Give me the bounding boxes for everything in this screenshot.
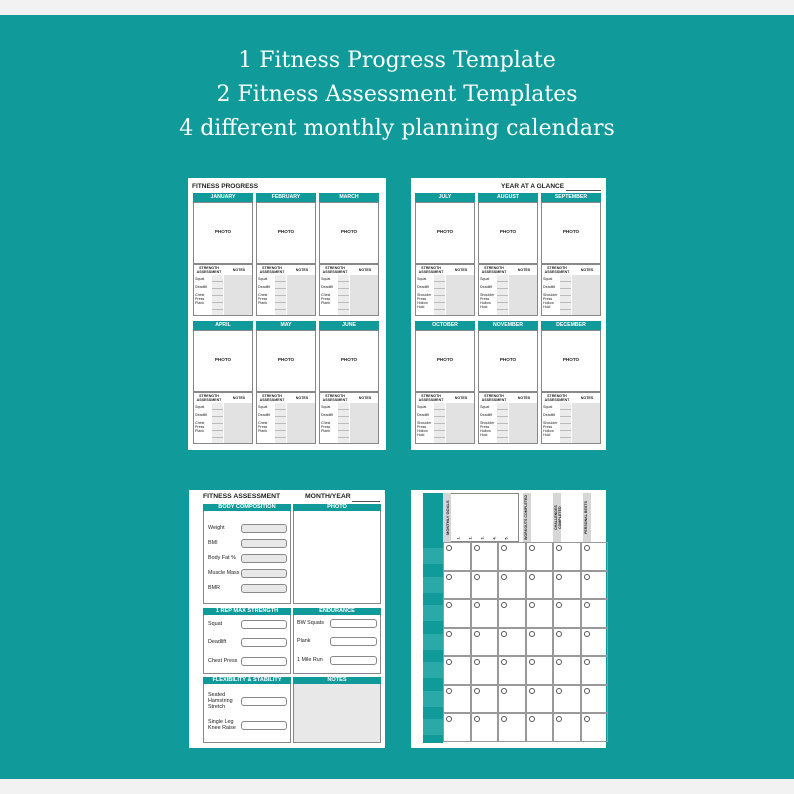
day-circle[interactable] [501,688,507,694]
notes-label: NOTES [580,396,594,400]
score-row-line [560,423,571,424]
headline-line-2: 2 Fitness Assessment Templates [216,82,578,107]
exercise-label: Plank [258,301,267,305]
exercise-label: Squat [543,277,553,281]
bmr-label: BMR [208,585,220,591]
month-header-october: OCTOBER [415,321,475,330]
score-row-line [338,430,349,431]
strength-assessment-label: STRENGTH ASSESSMENT [544,266,570,274]
score-row-line [434,302,445,303]
score-row-line [560,288,571,289]
exercise-label: Chest Press [195,421,205,429]
score-row-line [497,281,508,282]
strength-assessment-label: STRENGTH ASSESSMENT [481,394,507,402]
day-label-block [423,634,443,650]
day-circle[interactable] [474,716,480,722]
score-row-line [338,281,349,282]
exercise-label: Shoulder Press [543,293,558,301]
score-row-line [212,430,223,431]
score-row-line [434,416,445,417]
exercise-label: Deadlift [195,285,208,289]
exercise-label: Deadlift [417,285,430,289]
day-circle[interactable] [501,659,507,665]
knee-raise-label: Single Leg Knee Raise [208,719,236,731]
notes-label: NOTES [517,396,531,400]
exercise-label: Hollow Hold [543,429,554,437]
year-at-a-glance-page [411,178,606,450]
notes-area[interactable] [350,275,378,315]
day-circle[interactable] [474,545,480,551]
bmi-field[interactable] [241,539,287,548]
day-circle[interactable] [556,659,562,665]
score-row-line [212,437,223,438]
score-row-line [275,437,286,438]
photo-label: PHOTO [214,357,232,362]
exercise-label: Deadlift [321,285,334,289]
month-header-august: AUGUST [478,193,538,202]
day-circle[interactable] [556,716,562,722]
score-row-line [338,288,349,289]
exercise-label: Deadlift [417,413,430,417]
day-circle[interactable] [529,716,535,722]
exercise-label: Shoulder Press [480,293,495,301]
strength-assessment-label: STRENGTH ASSESSMENT [196,266,222,274]
notes-label: NOTES [232,268,246,272]
score-row-line [497,423,508,424]
score-row-line [338,295,349,296]
score-row-line [497,288,508,289]
day-circle[interactable] [474,574,480,580]
fitness-assessment-title: FITNESS ASSESSMENT [203,493,281,500]
score-row-line [497,295,508,296]
score-row-line [212,295,223,296]
exercise-label: Plank [321,301,330,305]
month-header-december: DECEMBER [541,321,601,330]
muscle-mass-field[interactable] [241,569,287,578]
notes-label: NOTES [295,396,309,400]
score-row-line [434,409,445,410]
exercise-label: Deadlift [480,285,493,289]
strength-assessment-label: STRENGTH ASSESSMENT [544,394,570,402]
goals-box [443,493,519,542]
score-row-line [212,281,223,282]
bw-squats-label: BW Squats [297,620,324,626]
month-header-july: JULY [415,193,475,202]
mile-run-label: 1 Mile Run [297,657,323,663]
score-row-line [275,288,286,289]
notes-area[interactable] [509,275,537,315]
exercise-label: Shoulder Press [543,421,558,429]
score-row-line [560,437,571,438]
bmr-field[interactable] [241,584,287,593]
day-circle[interactable] [584,631,590,637]
score-row-line [434,430,445,431]
photo-label: PHOTO [436,357,454,362]
flexibility-box [203,677,291,743]
day-circle[interactable] [584,545,590,551]
exercise-label: Squat [321,405,331,409]
notes-area[interactable] [224,275,252,315]
mile-run-field[interactable] [330,656,377,665]
score-row-line [497,430,508,431]
notes-area[interactable] [350,403,378,443]
exercise-label: Chest Press [195,293,205,301]
challenges-completed-label: CHALLENGES COMPLETED [554,505,562,530]
score-row-line [212,288,223,289]
score-row-line [275,409,286,410]
notes-box[interactable] [293,677,381,743]
exercise-label: Squat [543,405,553,409]
month-header-january: JANUARY [193,193,253,202]
photo-label: PHOTO [277,357,295,362]
photo-label: PHOTO [562,357,580,362]
exercise-label: Shoulder Press [480,421,495,429]
day-circle[interactable] [446,716,452,722]
score-row-line [560,309,571,310]
headline-line-3: 4 different monthly planning calendars [179,116,615,141]
exercise-label: Squat [321,277,331,281]
photo-header: PHOTO [293,504,381,511]
exercise-label: Deadlift [543,413,556,417]
notes-area[interactable] [446,403,474,443]
score-row-line [275,416,286,417]
notes-label: NOTES [517,268,531,272]
score-row-line [275,430,286,431]
month-header-november: NOVEMBER [478,321,538,330]
score-row-line [560,302,571,303]
goal-number: 1. [456,536,461,540]
day-label-block [423,691,443,707]
photo-label: PHOTO [340,357,358,362]
day-circle[interactable] [529,574,535,580]
knee-raise-field[interactable] [241,721,287,730]
month-year-label: MONTH/YEAR [305,493,351,500]
bw-squats-field[interactable] [330,619,377,628]
notes-area[interactable] [572,403,600,443]
notes-area[interactable] [446,275,474,315]
day-circle[interactable] [556,602,562,608]
rep-max-header: 1 REP MAX STRENGTH [203,608,291,615]
notes-label: NOTES [358,396,372,400]
score-row-line [212,409,223,410]
score-row-line [275,281,286,282]
body-fat-label: Body Fat % [208,555,236,561]
score-row-line [560,281,571,282]
notes-label: NOTES [232,396,246,400]
exercise-label: Squat [480,405,490,409]
day-circle[interactable] [474,631,480,637]
day-label-block [423,662,443,678]
score-row-line [212,302,223,303]
notes-label: NOTES [295,268,309,272]
monthly-goals-label: MONTHLY GOALS [445,500,450,535]
day-circle[interactable] [446,659,452,665]
exercise-label: Squat [195,405,205,409]
score-row-line [497,302,508,303]
exercise-label: Hollow Hold [543,301,554,309]
score-row-line [212,309,223,310]
day-circle[interactable] [446,602,452,608]
day-circle[interactable] [556,688,562,694]
squat-label: Squat [208,621,223,627]
day-circle[interactable] [584,659,590,665]
score-row-line [497,437,508,438]
flexibility-header: FLEXIBILITY & STABILITY [203,677,291,684]
exercise-label: Squat [417,405,427,409]
chest-press-field[interactable] [241,657,287,666]
fitness-assessment-page [189,490,385,748]
score-row-line [434,423,445,424]
exercise-label: Shoulder Press [417,293,432,301]
score-row-line [275,423,286,424]
day-circle[interactable] [446,545,452,551]
exercise-label: Shoulder Press [417,421,432,429]
hamstring-field[interactable] [241,697,287,706]
exercise-label: Plank [321,429,330,433]
strength-assessment-label: STRENGTH ASSESSMENT [418,266,444,274]
day-circle[interactable] [501,716,507,722]
exercise-label: Chest Press [321,293,331,301]
exercise-label: Deadlift [258,413,271,417]
goal-number: 3. [480,536,485,540]
goal-number: 4. [492,536,497,540]
plank-field[interactable] [330,637,377,646]
photo-label: PHOTO [340,229,358,234]
score-row-line [275,302,286,303]
photo-label: PHOTO [562,229,580,234]
strength-assessment-label: STRENGTH ASSESSMENT [322,266,348,274]
hamstring-label: Seated Hamstring Stretch [208,692,233,710]
day-circle[interactable] [529,659,535,665]
day-label-block [423,577,443,593]
score-row-line [434,295,445,296]
endurance-header: ENDURANCE [293,608,381,615]
day-circle[interactable] [529,602,535,608]
exercise-label: Squat [258,405,268,409]
day-circle[interactable] [556,545,562,551]
notes-label: NOTES [358,268,372,272]
score-row-line [560,409,571,410]
photo-label: PHOTO [214,229,232,234]
notes-area[interactable] [287,403,315,443]
strength-assessment-label: STRENGTH ASSESSMENT [196,394,222,402]
day-circle[interactable] [529,688,535,694]
squat-field[interactable] [241,620,287,629]
weight-field[interactable] [241,524,287,533]
day-circle[interactable] [501,574,507,580]
fitness-progress-title: FITNESS PROGRESS [192,183,259,190]
score-row-line [497,416,508,417]
score-row-line [434,288,445,289]
strength-assessment-label: STRENGTH ASSESSMENT [259,394,285,402]
day-circle[interactable] [556,631,562,637]
day-label-block [423,719,443,735]
exercise-label: Deadlift [258,285,271,289]
day-circle[interactable] [474,688,480,694]
day-circle[interactable] [474,659,480,665]
day-circle[interactable] [584,602,590,608]
strength-assessment-label: STRENGTH ASSESSMENT [259,266,285,274]
day-label-block [423,605,443,621]
score-row-line [338,423,349,424]
photo-box [293,504,381,604]
notes-label: NOTES [454,268,468,272]
exercise-label: Squat [417,277,427,281]
title-underline [566,190,601,191]
notes-area[interactable] [509,403,537,443]
exercise-label: Deadlift [195,413,208,417]
exercise-label: Squat [480,277,490,281]
exercise-label: Plank [195,301,204,305]
year-at-a-glance-title: YEAR AT A GLANCE [501,183,565,190]
day-circle[interactable] [446,688,452,694]
day-circle[interactable] [446,631,452,637]
body-composition-header: BODY COMPOSITION [203,504,291,511]
month-header-september: SEPTEMBER [541,193,601,202]
monthly-calendar-page [411,490,606,748]
month-header-february: FEBRUARY [256,193,316,202]
score-row-line [560,430,571,431]
month-header-may: MAY [256,321,316,330]
workouts-completed-label: WORKOUTS COMPLETED [524,495,528,540]
notes-header: NOTES [293,677,381,684]
score-row-line [338,416,349,417]
exercise-label: Squat [258,277,268,281]
exercise-label: Squat [195,277,205,281]
score-row-line [497,409,508,410]
plank-label: Plank [297,638,311,644]
day-circle[interactable] [529,631,535,637]
day-circle[interactable] [584,716,590,722]
exercise-label: Hollow Hold [417,429,428,437]
day-label-block [423,548,443,564]
strength-assessment-label: STRENGTH ASSESSMENT [322,394,348,402]
score-row-line [560,295,571,296]
day-circle[interactable] [501,631,507,637]
photo-label: PHOTO [499,357,517,362]
day-circle[interactable] [446,574,452,580]
photo-label: PHOTO [436,229,454,234]
day-circle[interactable] [529,545,535,551]
exercise-label: Hollow Hold [480,301,491,309]
day-circle[interactable] [584,688,590,694]
photo-label: PHOTO [277,229,295,234]
score-row-line [497,309,508,310]
exercise-label: Deadlift [543,285,556,289]
month-year-line [352,501,380,502]
notes-label: NOTES [580,268,594,272]
exercise-label: Chest Press [258,421,268,429]
exercise-label: Chest Press [321,421,331,429]
photo-label: PHOTO [499,229,517,234]
exercise-label: Plank [195,429,204,433]
exercise-label: Deadlift [480,413,493,417]
score-row-line [212,423,223,424]
fitness-progress-page [188,178,386,450]
exercise-label: Deadlift [321,413,334,417]
goal-number: 2. [468,536,473,540]
personal-bests-label: PERSONAL BESTS [584,501,588,534]
month-header-march: MARCH [319,193,379,202]
strength-assessment-label: STRENGTH ASSESSMENT [481,266,507,274]
notes-area[interactable] [224,403,252,443]
day-circle[interactable] [501,602,507,608]
score-row-line [560,416,571,417]
month-header-june: JUNE [319,321,379,330]
deadlift-field[interactable] [241,638,287,647]
goal-number: 5. [504,536,509,540]
headline-line-1: 1 Fitness Progress Template [238,48,556,73]
score-row-line [338,409,349,410]
month-header-april: APRIL [193,321,253,330]
notes-area[interactable] [287,275,315,315]
score-row-line [338,437,349,438]
body-fat-field[interactable] [241,554,287,563]
score-row-line [434,437,445,438]
chest-press-label: Chest Press [208,658,238,664]
exercise-label: Plank [258,429,267,433]
notes-area[interactable] [572,275,600,315]
exercise-label: Hollow Hold [480,429,491,437]
day-circle[interactable] [556,574,562,580]
day-circle[interactable] [584,574,590,580]
notes-label: NOTES [454,396,468,400]
bmi-label: BMI [208,540,218,546]
exercise-label: Hollow Hold [417,301,428,309]
score-row-line [434,309,445,310]
score-row-line [338,309,349,310]
strength-assessment-label: STRENGTH ASSESSMENT [418,394,444,402]
deadlift-label: Deadlift [208,639,227,645]
weight-label: Weight [208,525,225,531]
exercise-label: Chest Press [258,293,268,301]
muscle-mass-label: Muscle Mass [208,570,240,576]
score-row-line [275,295,286,296]
score-row-line [434,281,445,282]
day-circle[interactable] [501,545,507,551]
score-row-line [212,416,223,417]
day-circle[interactable] [474,602,480,608]
score-row-line [275,309,286,310]
score-row-line [338,302,349,303]
